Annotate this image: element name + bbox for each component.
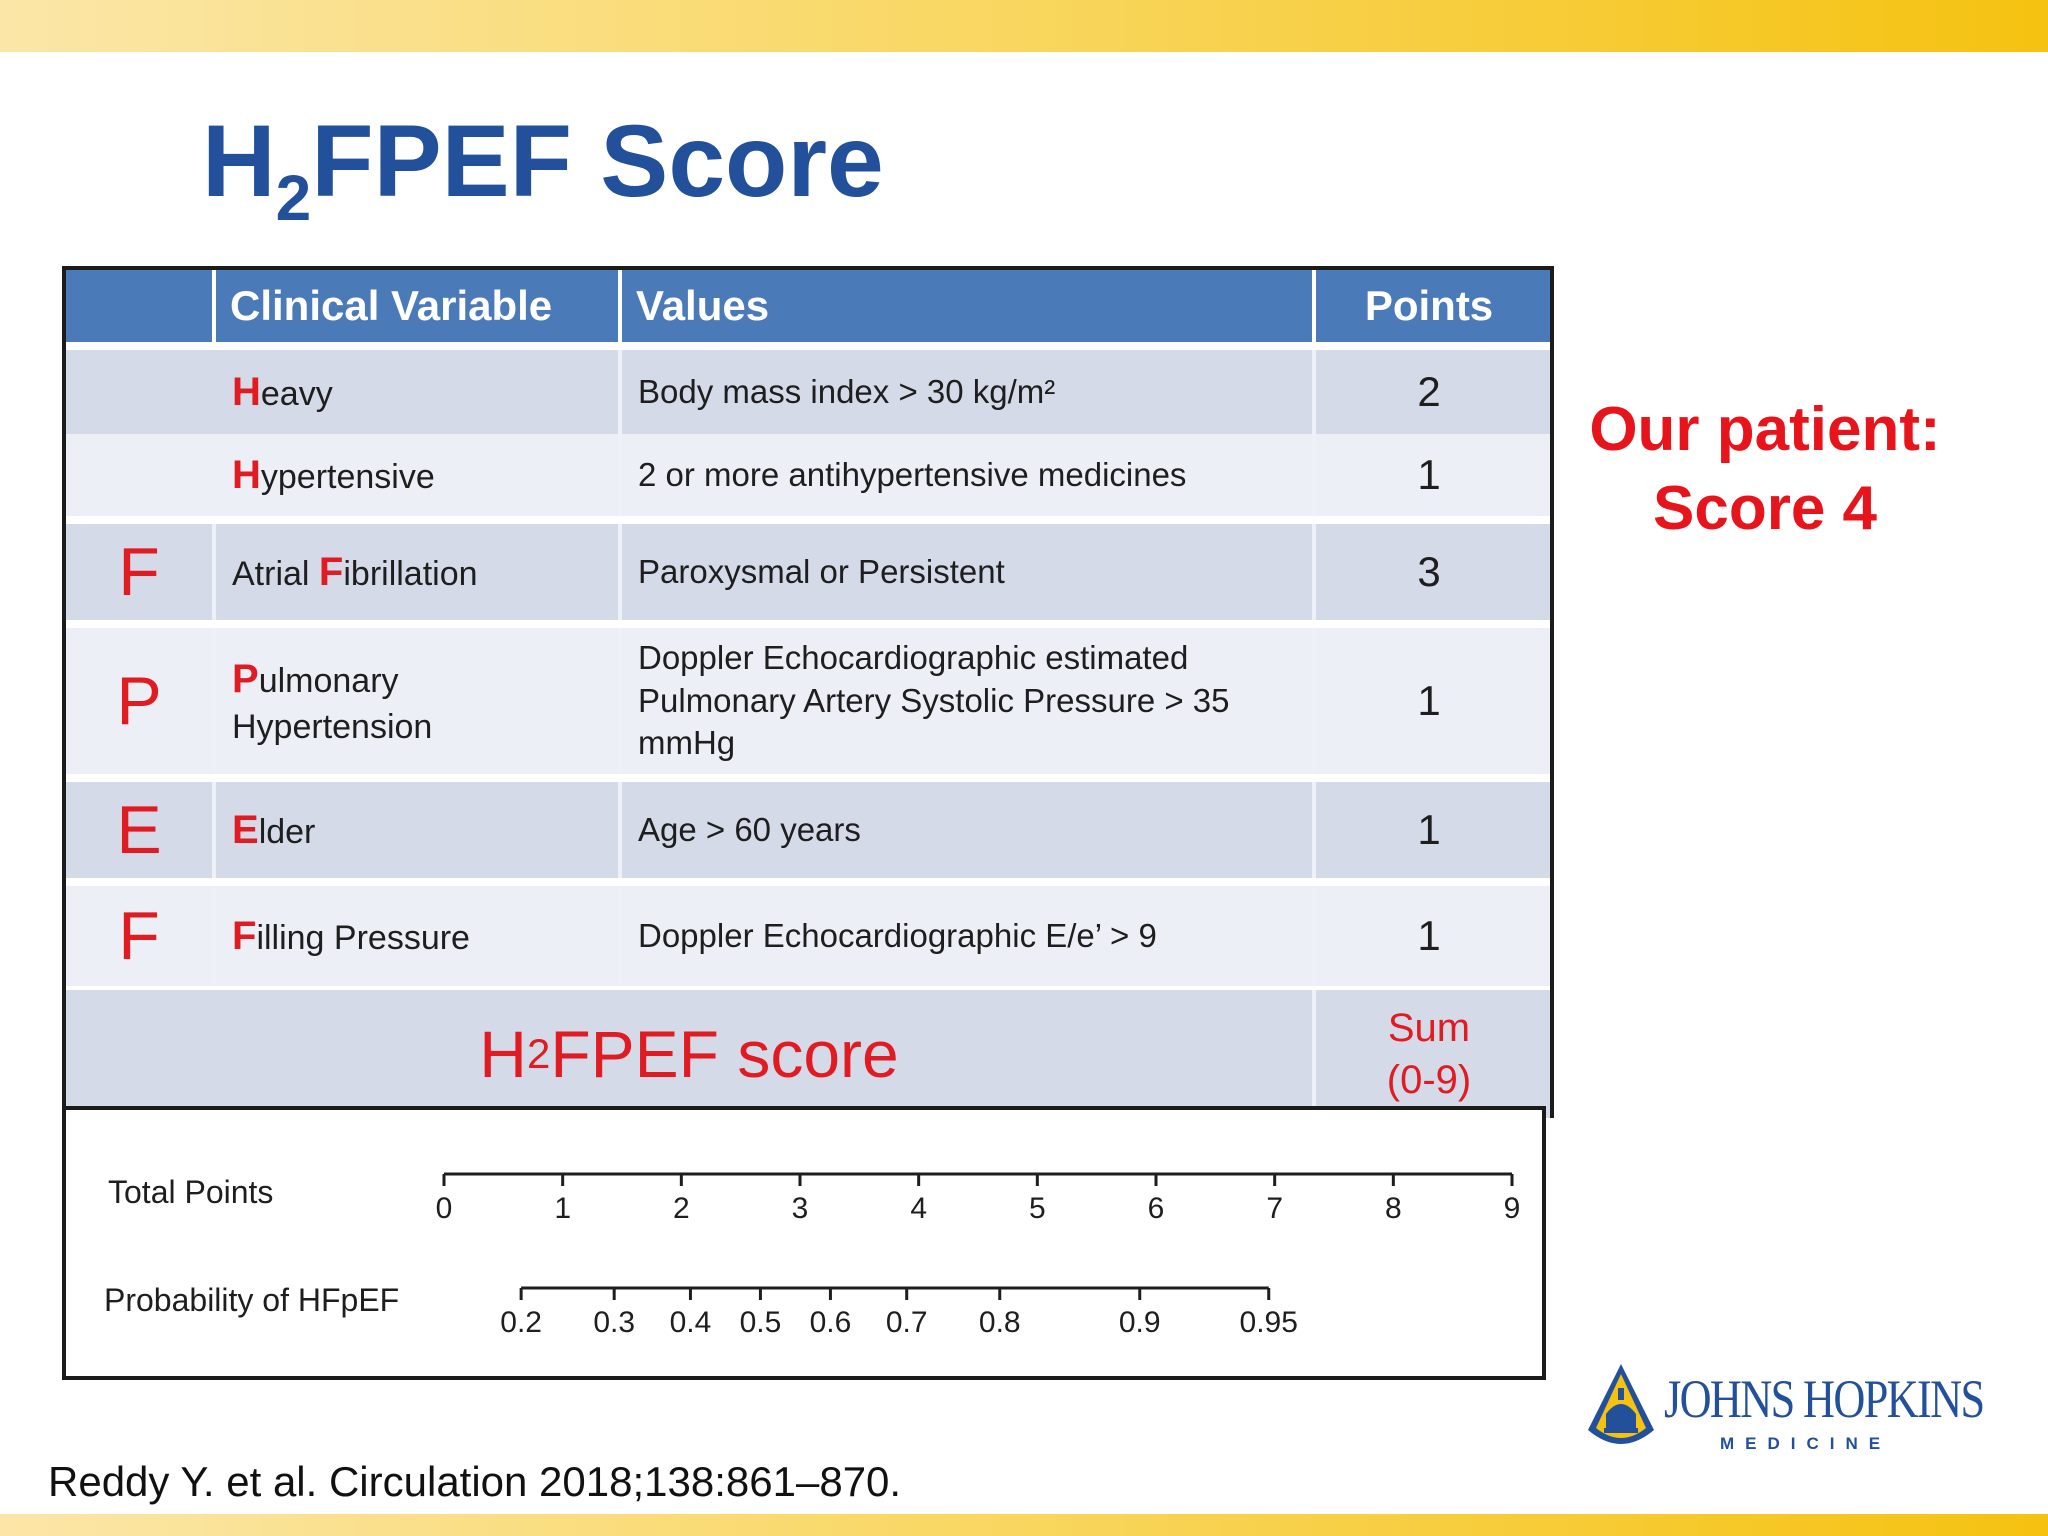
points-elder: 1: [1417, 806, 1441, 853]
points-hypertensive: 1: [1417, 451, 1441, 498]
dome-shield-icon: [1584, 1360, 1658, 1456]
value-pulmonary-hypertension: Doppler Echocardiographic estimated Pulmonary Artery Systolic Pressure > 35 mmHg: [638, 638, 1230, 762]
total-points-label: Total Points: [108, 1174, 274, 1210]
total-points-tick-label: 0: [435, 1192, 453, 1225]
header-points: Points: [1364, 282, 1494, 329]
table-header-row: [66, 270, 1550, 342]
variable-atrial-fibrillation: Atrial Fibrillation: [232, 550, 478, 594]
variable-pulmonary-hypertension: Pulmonary Hypertension: [232, 656, 433, 746]
total-points-tick-label: 6: [1147, 1192, 1165, 1225]
h2fpef-score-table: [62, 266, 1554, 1118]
probability-tick-label: 0.5: [739, 1306, 782, 1339]
total-points-tick-label: 4: [910, 1192, 928, 1225]
table-total-row: [66, 990, 1550, 1118]
table-row-hypertensive: [66, 434, 1550, 516]
table-row-heavy: [66, 350, 1550, 434]
total-points-tick-label: 7: [1266, 1192, 1284, 1225]
citation: Reddy Y. et al. Circulation 2018;138:861–870.: [48, 1458, 902, 1505]
variable-elder: Elder: [232, 808, 316, 852]
value-atrial-fibrillation: Paroxysmal or Persistent: [638, 552, 1005, 590]
probability-tick-label: 0.3: [593, 1306, 636, 1339]
nomogram-scales: [66, 1110, 1542, 1376]
patient-score-callout: [1570, 390, 1960, 549]
patient-label: Our patient:: [1589, 395, 1941, 464]
probability-tick-label: 0.6: [809, 1306, 852, 1339]
letter-f-af: F: [118, 534, 160, 610]
points-pulmonary-hypertension: 1: [1417, 677, 1441, 724]
h2-group: [66, 350, 1550, 516]
probability-tick-label: 0.8: [978, 1306, 1021, 1339]
total-points-tick-label: 3: [791, 1192, 809, 1225]
probability-tick-label: 0.4: [669, 1306, 712, 1339]
probability-tick-label: 0.7: [885, 1306, 928, 1339]
value-hypertensive: 2 or more antihypertensive medicines: [638, 455, 1187, 493]
table-row-pulmonary-hypertension: [66, 628, 1550, 774]
probability-label: Probability of HFpEF: [104, 1282, 400, 1318]
variable-hypertensive: Hypertensive: [232, 453, 435, 497]
nomogram-box: [62, 1106, 1546, 1380]
logo-subtitle: MEDICINE: [1720, 1434, 1892, 1453]
total-points-tick-label: 1: [554, 1192, 572, 1225]
table-row-filling-pressure: [66, 886, 1550, 986]
points-filling-pressure: 1: [1417, 912, 1441, 959]
table-row-elder: [66, 782, 1550, 878]
total-points-tick-label: 9: [1503, 1192, 1521, 1225]
bottom-gold-bar: [0, 1514, 2048, 1536]
top-gold-bar: [0, 0, 2048, 52]
points-heavy: 2: [1417, 368, 1441, 415]
variable-filling-pressure: Filling Pressure: [232, 914, 470, 958]
header-values: Values: [622, 270, 1316, 342]
probability-tick-label: 0.2: [500, 1306, 542, 1339]
letter-p: P: [116, 663, 162, 739]
probability-tick-label: 0.95: [1239, 1306, 1298, 1339]
total-score-label: H 2 FPEF score: [66, 990, 1316, 1118]
letter-e: E: [116, 792, 162, 868]
johns-hopkins-logo: [1584, 1360, 1984, 1460]
logo-wordmark: JOHNS HOPKINS: [1664, 1369, 1984, 1429]
total-points-tick-label: 2: [672, 1192, 690, 1225]
variable-heavy: Heavy: [232, 370, 333, 414]
sum-range-label: Sum (0-9): [1386, 1006, 1472, 1102]
value-filling-pressure: Doppler Echocardiographic E/e’ > 9: [638, 916, 1157, 954]
points-atrial-fibrillation: 3: [1417, 548, 1441, 595]
header-clinical-variable: Clinical Variable: [216, 270, 622, 342]
letter-f-filling: F: [118, 898, 160, 974]
value-heavy: Body mass index > 30 kg/m²: [638, 372, 1056, 410]
patient-score: Score 4: [1652, 474, 1878, 544]
slide-title: $H_2FPEF$ Score: [202, 104, 884, 234]
header-letter-cell: [66, 270, 216, 342]
probability-tick-label: 0.9: [1118, 1306, 1161, 1339]
total-points-tick-label: 8: [1384, 1192, 1402, 1225]
value-elder: Age > 60 years: [638, 810, 861, 848]
table-row-atrial-fibrillation: [66, 524, 1550, 620]
total-points-tick-label: 5: [1028, 1192, 1046, 1225]
